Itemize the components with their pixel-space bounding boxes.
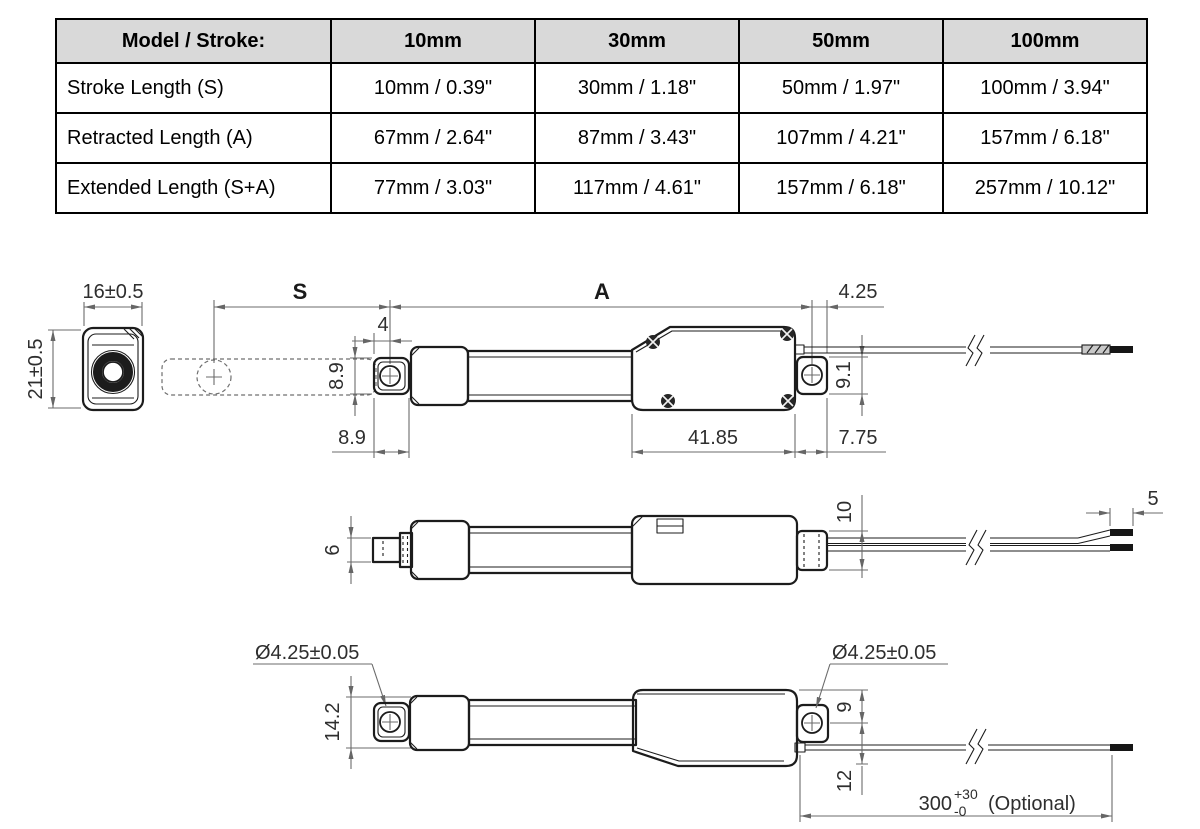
dim-12-label: 12 (834, 769, 856, 793)
housing-screw-icon (780, 327, 794, 341)
side-view (322, 488, 1163, 584)
table-header-row (56, 19, 1147, 63)
header-model-stroke: Model / Stroke: (56, 19, 331, 63)
end-view-height-dim-label: 21±0.5 (25, 338, 47, 400)
housing-screw-icon (661, 394, 675, 408)
table-row-extended-length (56, 163, 1147, 213)
dim-stroke-s-label: S (292, 279, 308, 304)
row-label-retracted-length: Retracted Length (A) (56, 113, 331, 163)
dim-5-label: 5 (1147, 488, 1159, 510)
outer-tube-side (469, 527, 632, 573)
cable-length-upper-tolerance: +30 (954, 786, 978, 802)
cell-stroke-50: 50mm / 1.97" (739, 63, 943, 113)
cell-extended-50: 157mm / 6.18" (739, 163, 943, 213)
cell-retracted-30: 87mm / 3.43" (535, 113, 739, 163)
stroke-spec-table (55, 18, 1148, 214)
row-label-stroke-length: Stroke Length (S) (56, 63, 331, 113)
top-view (162, 279, 1133, 458)
header-30mm: 30mm (535, 19, 739, 63)
dim-9-label: 9 (834, 701, 856, 713)
end-view-shaft-bore (103, 362, 123, 382)
wire-break-icon (966, 530, 986, 565)
dim-7-75-label: 7.75 (838, 427, 878, 449)
dim-8-9-horizontal-label: 8.9 (338, 427, 366, 449)
cable-length-dim-label: 300 (918, 793, 952, 815)
cell-retracted-100: 157mm / 6.18" (943, 113, 1147, 163)
cell-stroke-10: 10mm / 0.39" (331, 63, 535, 113)
table-row-retracted-length (56, 113, 1147, 163)
cable-length-optional-note: (Optional) (988, 793, 1076, 815)
cell-retracted-50: 107mm / 4.21" (739, 113, 943, 163)
rear-clevis-side (797, 531, 827, 570)
housing-screw-icon (781, 394, 795, 408)
bottom-view (253, 642, 1133, 822)
dim-4-25-label: 4.25 (838, 281, 878, 303)
row-label-extended-length: Extended Length (S+A) (56, 163, 331, 213)
cell-extended-100: 257mm / 10.12" (943, 163, 1147, 213)
dim-41-85-label: 41.85 (687, 427, 739, 449)
front-hole-diameter-label: Ø4.25±0.05 (255, 642, 360, 664)
cell-stroke-100: 100mm / 3.94" (943, 63, 1147, 113)
lead-wires-side (827, 538, 966, 551)
wire-tip-bottom (1110, 744, 1133, 751)
rod-gland-side (411, 521, 469, 579)
rod-gland-top (411, 347, 468, 405)
outer-tube-bottom (469, 700, 636, 745)
dim-retracted-a-label: A (594, 279, 610, 304)
dim-6-label: 6 (322, 544, 344, 556)
cell-extended-10: 77mm / 3.03" (331, 163, 535, 213)
wire-break-icon (966, 729, 986, 764)
wire-tip-top (1110, 346, 1133, 353)
dim-10-label: 10 (834, 500, 856, 524)
rear-hole-diameter-label: Ø4.25±0.05 (832, 642, 937, 664)
end-view-width-dim-label: 16±0.5 (82, 281, 144, 303)
dim-4-label: 4 (377, 314, 389, 336)
outer-tube-top (468, 351, 632, 401)
actuator-dimension-drawing (0, 220, 1200, 829)
rear-hole-leader-line (816, 664, 830, 708)
dim-14-2-label: 14.2 (322, 702, 344, 742)
header-10mm: 10mm (331, 19, 535, 63)
lead-wire-bottom (805, 745, 1110, 750)
wire-break-icon (966, 335, 984, 366)
cell-extended-30: 117mm / 4.61" (535, 163, 739, 213)
housing-screw-icon (646, 335, 660, 349)
wire-tip-upper-side (1110, 529, 1133, 536)
front-hole-leader-line (372, 664, 386, 706)
cell-retracted-10: 67mm / 2.64" (331, 113, 535, 163)
table-row-stroke-length (56, 63, 1147, 113)
spec-table (55, 18, 1148, 214)
wire-tip-lower-side (1110, 544, 1133, 551)
lead-wire-top (804, 347, 1082, 353)
cable-length-lower-tolerance: -0 (954, 803, 967, 819)
rod-tip-side (373, 538, 400, 562)
dim-8-9-vertical-label: 8.9 (326, 362, 348, 390)
dim-9-1-label: 9.1 (833, 361, 855, 389)
header-100mm: 100mm (943, 19, 1147, 63)
end-view (25, 281, 144, 410)
header-50mm: 50mm (739, 19, 943, 63)
rod-gland-bottom (410, 696, 469, 750)
cell-stroke-30: 30mm / 1.18" (535, 63, 739, 113)
